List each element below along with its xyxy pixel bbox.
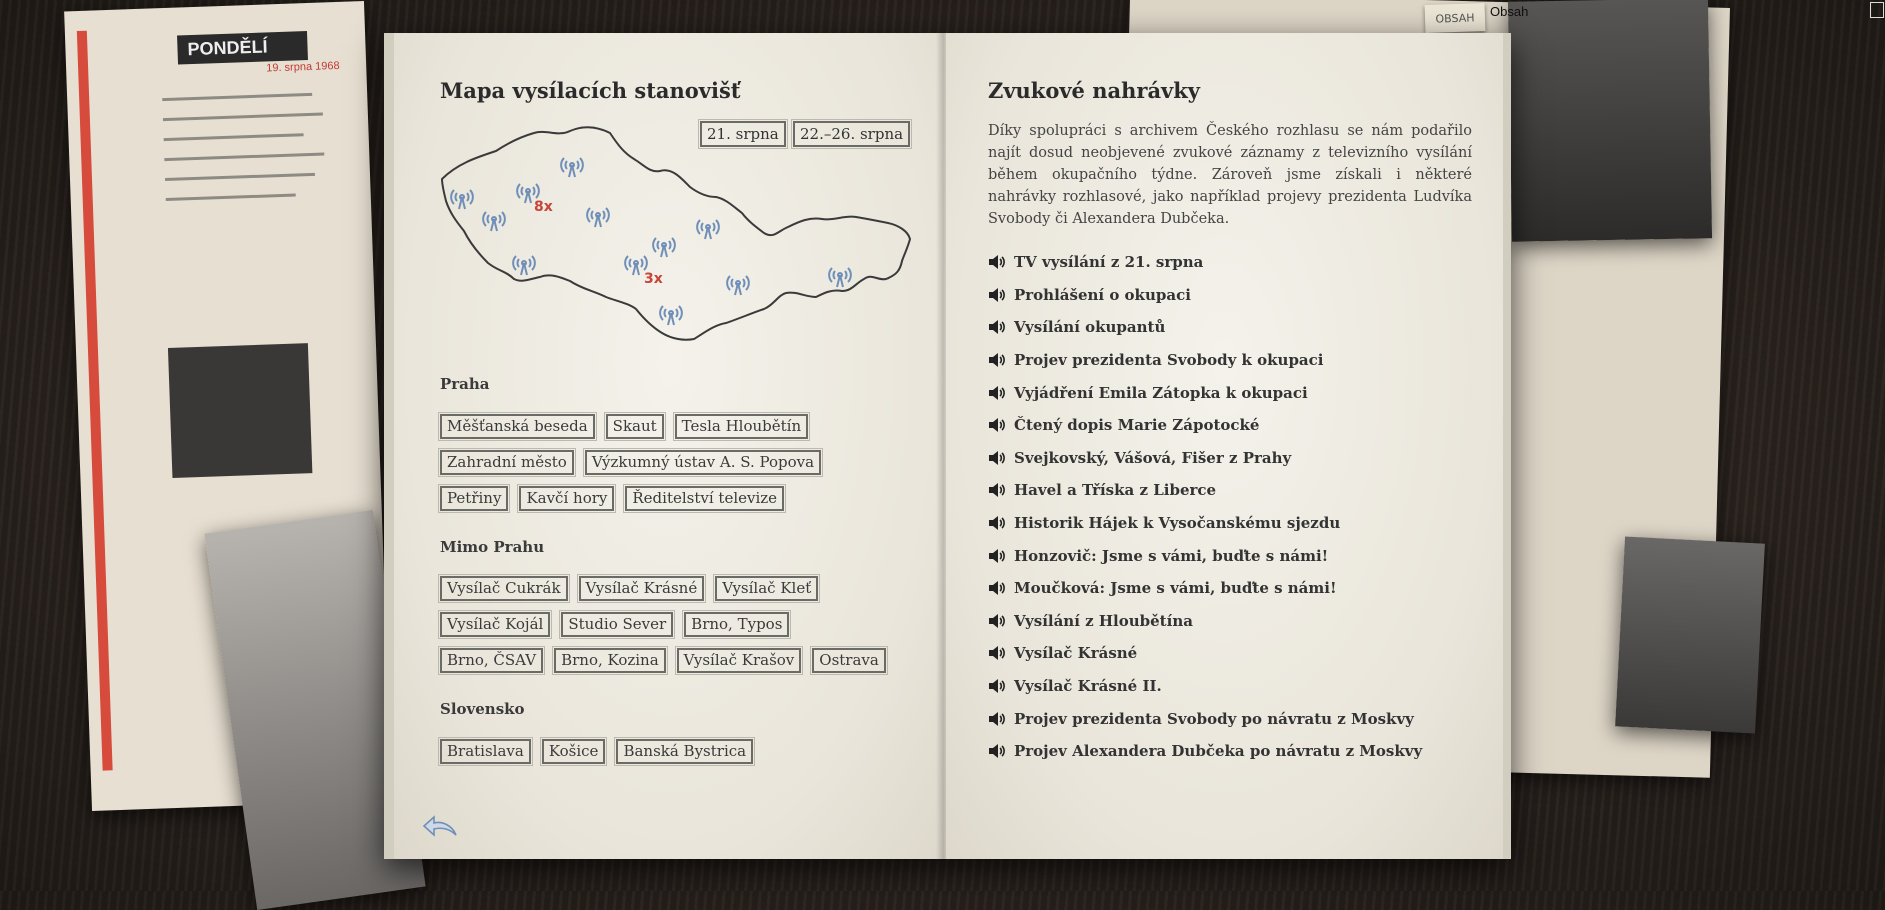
recording-label: Moučková: Jsme s vámi, buďte s námi!: [1014, 579, 1337, 598]
location-skaut[interactable]: Skaut: [606, 414, 664, 439]
recording-label: Historik Hájek k Vysočanskému sjezdu: [1014, 514, 1341, 533]
recording-item[interactable]: [988, 409, 1422, 442]
location-mestanska-beseda[interactable]: Měšťanská beseda: [440, 414, 595, 439]
speaker-icon: [988, 515, 1006, 531]
arrow-left-icon[interactable]: [422, 813, 458, 839]
recording-label: Vysílač Krásné: [1014, 644, 1138, 663]
recordings-list: [988, 246, 1422, 768]
location-banska-bystrica[interactable]: Banská Bystrica: [616, 739, 753, 764]
recording-label: Projev Alexandera Dubčeka po návratu z Moskvy: [1014, 742, 1423, 761]
map-title: Mapa vysílacích stanovišť: [440, 78, 741, 103]
location-brno-csav[interactable]: Brno, ČSAV: [440, 648, 543, 673]
newspaper-line: [162, 93, 312, 101]
recording-item[interactable]: [988, 637, 1422, 670]
tag-row: [440, 414, 808, 439]
book: [384, 33, 1511, 859]
recording-label: TV vysílání z 21. srpna: [1014, 253, 1204, 272]
tag-row: [440, 450, 821, 475]
speaker-icon: [988, 254, 1006, 270]
speaker-icon: [988, 352, 1006, 368]
recording-label: Projev prezidenta Svobody k okupaci: [1014, 351, 1324, 370]
location-tesla-hloubetin[interactable]: Tesla Hloubětín: [675, 414, 808, 439]
newspaper-day-heading: PONDĚLÍ: [177, 31, 308, 65]
antenna-icons: [451, 158, 851, 325]
newspaper-line: [165, 173, 315, 181]
date-filter-21[interactable]: 21. srpna: [700, 121, 786, 147]
group-title-mimo-prahu: Mimo Prahu: [440, 538, 545, 556]
czechoslovakia-outline: [442, 127, 910, 339]
recording-label: Čtený dopis Marie Zápotocké: [1014, 416, 1260, 435]
location-vysilac-cukrak[interactable]: Vysílač Cukrák: [440, 576, 568, 601]
location-reditelstvi-televize[interactable]: Ředitelství televize: [625, 486, 784, 511]
recording-item[interactable]: [988, 539, 1422, 572]
recordings-title: Zvukové nahrávky: [988, 78, 1200, 103]
location-bratislava[interactable]: Bratislava: [440, 739, 531, 764]
recording-item[interactable]: [988, 279, 1422, 312]
recordings-intro: Díky spolupráci s archivem Českého rozhlasu se nám podařilo najít dosud neobjevené zvukové záznamy z televizního vysílání během okupačního týdne. Zároveň jsme získali i některé nahrávky rozhlasové, jako například projevy prezidenta Ludvíka Svobody či Alexandera Dubčeka.: [988, 123, 1472, 227]
speaker-icon: [988, 580, 1006, 596]
speaker-icon: [988, 613, 1006, 629]
location-vysilac-krasne[interactable]: Vysílač Krásné: [579, 576, 705, 601]
location-kosice[interactable]: Košice: [542, 739, 606, 764]
tag-row: [440, 576, 818, 601]
tag-row: [440, 612, 789, 637]
recording-item[interactable]: [988, 376, 1422, 409]
recording-item[interactable]: [988, 246, 1422, 279]
recording-label: Projev prezidenta Svobody po návratu z Moskvy: [1014, 709, 1414, 728]
recording-label: Honzovič: Jsme s vámi, buďte s námi!: [1014, 546, 1329, 565]
speaker-icon: [988, 645, 1006, 661]
recording-item[interactable]: [988, 735, 1422, 768]
location-brno-kozina[interactable]: Brno, Kozina: [554, 648, 666, 673]
right-page: [946, 33, 1511, 859]
antenna-icon[interactable]: [829, 268, 851, 287]
speaker-icon: [988, 482, 1006, 498]
speaker-icon: [988, 743, 1006, 759]
obsah-tab[interactable]: OBSAH: [1425, 3, 1486, 33]
speaker-icon: [988, 450, 1006, 466]
recording-item[interactable]: [988, 605, 1422, 638]
recording-label: Havel a Tříska z Liberce: [1014, 481, 1217, 500]
speaker-icon: [988, 548, 1006, 564]
badge-8x: 8x: [534, 199, 553, 215]
recording-item[interactable]: [988, 474, 1422, 507]
recording-item[interactable]: [988, 702, 1422, 735]
newspaper-red-band: [77, 31, 113, 771]
newspaper-line: [164, 133, 304, 141]
background-photo-man: [1508, 0, 1712, 242]
recording-label: Svejkovský, Vášová, Fišer z Prahy: [1014, 448, 1292, 467]
antenna-icon[interactable]: [587, 208, 609, 227]
group-title-slovensko: Slovensko: [440, 700, 525, 718]
speaker-icon: [988, 678, 1006, 694]
recording-item[interactable]: [988, 670, 1422, 703]
recording-item[interactable]: [988, 507, 1422, 540]
badge-3x: 3x: [644, 271, 663, 287]
fullscreen-toggle[interactable]: [1870, 2, 1884, 18]
recording-label: Prohlášení o okupaci: [1014, 285, 1191, 304]
antenna-icon[interactable]: [697, 220, 719, 239]
newspaper-line: [163, 113, 323, 122]
speaker-icon: [988, 385, 1006, 401]
recording-label: Vysílání z Hloubětína: [1014, 611, 1193, 630]
antenna-icon[interactable]: [727, 276, 749, 295]
speaker-icon: [988, 417, 1006, 433]
antenna-icon[interactable]: [483, 212, 505, 231]
recording-item[interactable]: [988, 442, 1422, 475]
location-vysilac-klet[interactable]: Vysílač Kleť: [715, 576, 818, 601]
recording-item[interactable]: [988, 344, 1422, 377]
tag-row: [440, 486, 784, 511]
antenna-icon[interactable]: [660, 306, 682, 325]
antenna-icon[interactable]: [653, 238, 675, 257]
newspaper-date: 19. srpna 1968: [266, 59, 340, 75]
antenna-icon[interactable]: [561, 158, 583, 177]
location-petriny[interactable]: Petřiny: [440, 486, 508, 511]
location-kavci-hory[interactable]: Kavčí hory: [519, 486, 614, 511]
recording-label: Vysílání okupantů: [1014, 318, 1166, 337]
speaker-icon: [988, 287, 1006, 303]
speaker-icon: [988, 319, 1006, 335]
newspaper-line: [166, 194, 296, 202]
background-photo-portrait: [1615, 536, 1765, 733]
obsah-link[interactable]: Obsah: [1490, 4, 1529, 19]
tag-row: [440, 648, 886, 673]
transmitter-map: [438, 123, 918, 363]
group-title-praha: Praha: [440, 375, 490, 393]
left-page: [384, 33, 946, 859]
location-ostrava[interactable]: Ostrava: [812, 648, 886, 673]
recording-label: Vysílač Krásné II.: [1014, 677, 1162, 696]
date-filter-22-26[interactable]: 22.–26. srpna: [793, 121, 910, 147]
newspaper-line: [164, 152, 324, 161]
tag-row: [440, 739, 753, 764]
location-zahradni-mesto[interactable]: Zahradní město: [440, 450, 574, 475]
location-vysilac-kojal[interactable]: Vysílač Kojál: [440, 612, 550, 637]
location-studio-sever[interactable]: Studio Sever: [561, 612, 673, 637]
speaker-icon: [988, 711, 1006, 727]
recording-item[interactable]: [988, 572, 1422, 605]
location-vyzkumny-ustav-popova[interactable]: Výzkumný ústav A. S. Popova: [585, 450, 821, 475]
recording-item[interactable]: [988, 311, 1422, 344]
newspaper-photo: [168, 343, 312, 478]
location-brno-typos[interactable]: Brno, Typos: [684, 612, 789, 637]
antenna-icon[interactable]: [451, 190, 473, 209]
location-vysilac-krasov[interactable]: Vysílač Krašov: [677, 648, 802, 673]
recording-label: Vyjádření Emila Zátopka k okupaci: [1014, 383, 1308, 402]
antenna-icon[interactable]: [513, 256, 535, 275]
